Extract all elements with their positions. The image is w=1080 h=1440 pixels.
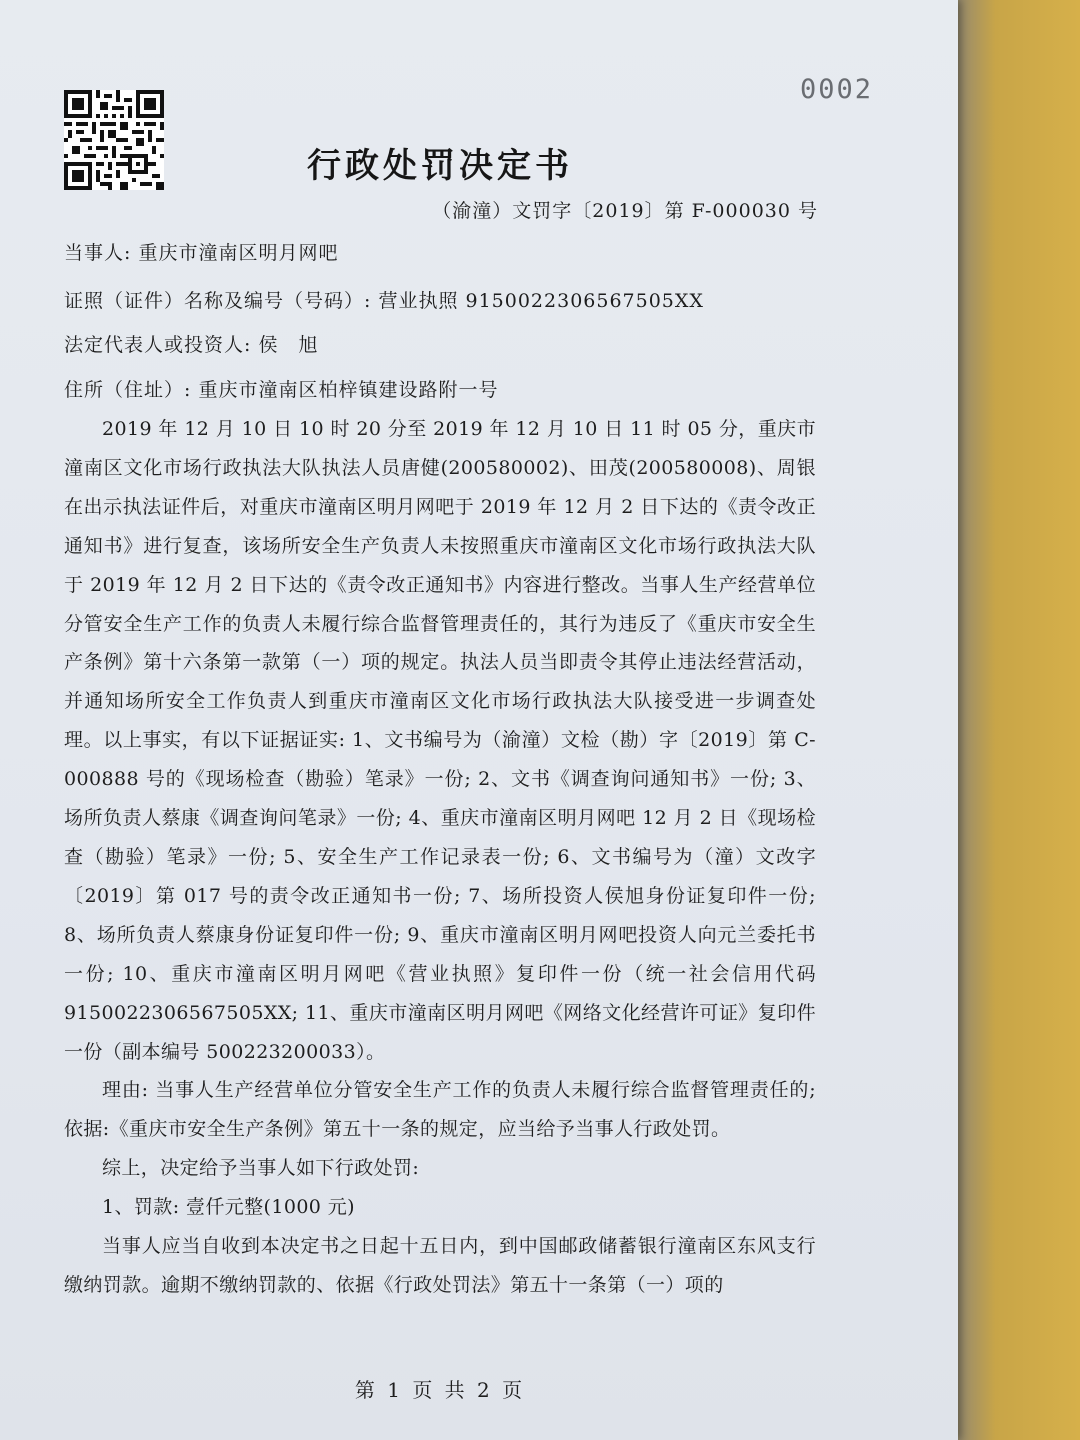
party-representative: 法定代表人或投资人: 侯 旭	[64, 334, 319, 356]
page-footer: 第 1 页 共 2 页	[354, 1378, 526, 1402]
party-address: 住所（住址）: 重庆市潼南区柏梓镇建设路附一号	[64, 379, 499, 401]
background-surface	[950, 0, 1080, 1440]
document-title: 行政处罚决定书	[307, 146, 573, 186]
document-number: （渝潼）文罚字〔2019〕第 F-000030 号	[432, 200, 818, 222]
reason-paragraph: 理由: 当事人生产经营单位分管安全生产工作的负责人未履行综合监督管理责任的; 依据:《重庆市安全生产条例》第五十一条的规定，应当给予当事人行政处罚。	[64, 1079, 816, 1141]
decision-intro: 综上，决定给予当事人如下行政处罚:	[102, 1157, 420, 1180]
party-license: 证照（证件）名称及编号（号码）: 营业执照 9150022306567505XX	[64, 290, 704, 312]
party-name: 当事人: 重庆市潼南区明月网吧	[64, 242, 339, 264]
payment-paragraph: 当事人应当自收到本决定书之日起十五日内，到中国邮政储蓄银行潼南区东风支行缴纳罚款。逾期不缴纳罚款的、依据《行政处罚法》第五十一条第（一）项的	[64, 1235, 816, 1296]
document-body	[64, 410, 816, 1305]
facts-paragraph: 2019 年 12 月 10 日 10 时 20 分至 2019 年 12 月 10 日 11 时 05 分，重庆市潼南区文化市场行政执法大队执法人员唐健(200580002)、田茂(200580008)、周银在出示执法证件后，对重庆市潼南区明月网吧于 2019 年 12 月 2 日下达的《责令改正通知书》进行复查，该场所安全生产负责人未按照重庆市潼南区文化市场行政执法大队于 2019 年 12 月 2 日下达的《责令改正通知书》内容进行整改。当事人生产经营单位分管安全生产工作的负责人未履行综合监督管理责任的，其行为违反了《重庆市安全生产条例》第十六条第一款第（一）项的规定。执法人员当即责令其停止违法经营活动，并通知场所安全工作负责人到重庆市潼南区文化市场行政执法大队接受进一步调查处理。以上事实，有以下证据证实: 1、文书编号为（渝潼）文检（勘）字〔2019〕第 C-000888 号的《现场检查（勘验）笔录》一份; 2、文书《调查询问通知书》一份; 3、场所负责人蔡康《调查询问笔录》一份; 4、重庆市潼南区明月网吧 12 月 2 日《现场检查（勘验）笔录》一份; 5、安全生产工作记录表一份; 6、文书编号为（潼）文改字〔2019〕第 017 号的责令改正通知书一份; 7、场所投资人侯旭身份证复印件一份; 8、场所负责人蔡康身份证复印件一份; 9、重庆市潼南区明月网吧投资人向元兰委托书一份; 10、重庆市潼南区明月网吧《营业执照》复印件一份（统一社会信用代码 9150022306567505XX; 11、重庆市潼南区明月网吧《网络文化经营许可证》复印件一份（副本编号 500223200033）。	[64, 418, 816, 1063]
page-code-stamp: 0002	[800, 74, 874, 105]
penalty-item: 1、罚款: 壹仟元整(1000 元)	[102, 1196, 355, 1219]
